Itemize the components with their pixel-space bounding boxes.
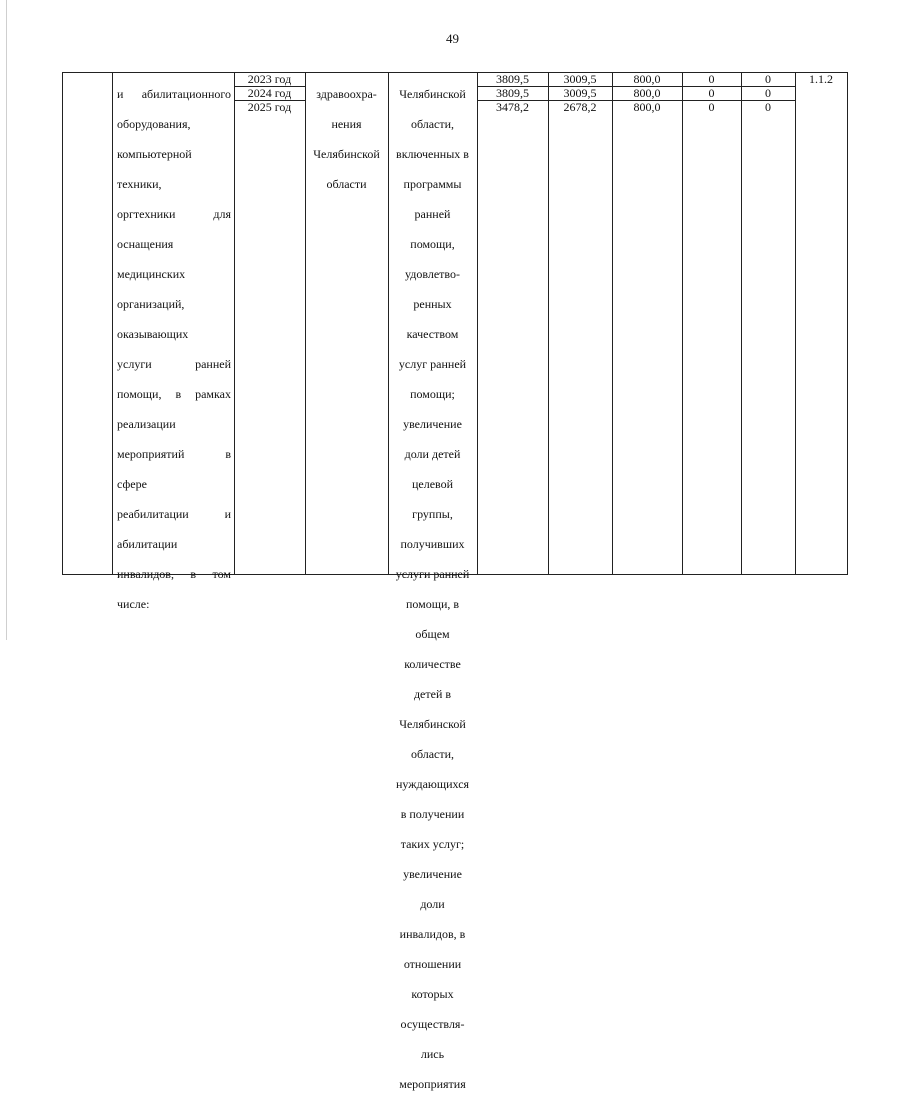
total-amount-cell: 3809,5	[496, 86, 529, 100]
result-line: Челябинской	[399, 87, 466, 101]
description-line: медицинских	[117, 267, 186, 281]
column-divider	[477, 72, 478, 575]
local-amount-cell: 0	[708, 86, 715, 100]
result-line: услуги ранней	[395, 567, 470, 581]
year-cell: 2023 год	[247, 72, 292, 86]
result-line: доли детей	[404, 447, 461, 461]
description-line: мероприятий в	[117, 447, 231, 461]
description-line: оборудования,	[117, 117, 191, 131]
column-divider	[112, 72, 113, 575]
result-line: нуждающихся	[395, 777, 470, 791]
description-line: реабилитации и	[117, 507, 231, 521]
description-line: организаций,	[117, 297, 185, 311]
column-divider	[612, 72, 613, 575]
result-line: количестве	[404, 657, 461, 671]
result-line: качеством	[406, 327, 459, 341]
result-line: таких услуг;	[400, 837, 465, 851]
result-line: осуществля-	[400, 1017, 465, 1031]
description-line: реализации	[117, 417, 176, 431]
description-line: оказывающих	[117, 327, 189, 341]
year-cell: 2024 год	[247, 86, 292, 100]
other-amount-cell: 0	[765, 72, 771, 86]
result-line: области,	[410, 117, 455, 131]
other-amount-cell: 0	[765, 100, 771, 114]
description-line: услуги ранней	[117, 357, 231, 371]
result-line: в получении	[400, 807, 465, 821]
total-amount-cell: 3809,5	[496, 72, 529, 86]
column-divider	[682, 72, 683, 575]
expected-result-cell	[388, 72, 477, 1107]
year-cell: 2025 год	[247, 100, 292, 114]
description-line: компьютерной	[117, 147, 192, 161]
regional-amount-cell: 800,0	[633, 86, 661, 100]
result-line: увеличение	[403, 417, 462, 431]
local-amount-cell: 0	[708, 100, 715, 114]
description-line: техники,	[117, 177, 162, 191]
result-line: ранней	[414, 207, 451, 221]
result-line: помощи,	[410, 237, 455, 251]
result-line: отношении	[403, 957, 462, 971]
description-line: сфере	[117, 477, 147, 491]
total-amount-cell: 3478,2	[496, 100, 529, 114]
column-divider	[548, 72, 549, 575]
column-divider	[741, 72, 742, 575]
federal-amount-cell: 3009,5	[563, 86, 597, 100]
description-line: абилитации	[117, 537, 178, 551]
description-line: и абилитационного	[117, 87, 231, 101]
federal-amount-cell: 3009,5	[563, 72, 597, 86]
result-line: увеличение	[403, 867, 462, 881]
result-line: области,	[410, 747, 455, 761]
result-line: услуг ранней	[398, 357, 467, 371]
local-amount-cell: 0	[708, 72, 715, 86]
result-line: доли	[420, 897, 445, 911]
result-line: лись	[420, 1047, 445, 1061]
result-line: получивших	[400, 537, 465, 551]
result-line: помощи, в	[405, 597, 460, 611]
result-line: мероприятия	[399, 1077, 466, 1091]
result-line: инвалидов, в	[399, 927, 466, 941]
description-line: помощи, в рамках	[117, 387, 231, 401]
description-line: инвалидов, в том	[117, 567, 231, 581]
column-divider	[234, 72, 235, 575]
measure-description-cell	[117, 72, 231, 627]
regional-amount-cell: 800,0	[633, 72, 661, 86]
column-divider	[795, 72, 796, 575]
result-line: включенных в	[396, 147, 469, 161]
result-line: ренных	[413, 297, 452, 311]
result-line: программы	[403, 177, 462, 191]
description-line: оснащения	[117, 237, 174, 251]
page-binding-edge	[6, 0, 7, 640]
regional-amount-cell: 800,0	[633, 100, 661, 114]
other-amount-cell: 0	[765, 86, 771, 100]
executor-line: Челябинской	[313, 147, 380, 161]
executor-line: здравоохра-	[316, 87, 377, 101]
executor-line: области	[326, 177, 367, 191]
federal-amount-cell: 2678,2	[563, 100, 597, 114]
result-line: общем	[415, 627, 450, 641]
result-line: целевой	[411, 477, 454, 491]
result-line: Челябинской	[399, 717, 466, 731]
result-line: группы,	[412, 507, 453, 521]
table-border-left	[62, 72, 63, 575]
link-code-cell: 1.1.2	[809, 72, 833, 86]
result-line: которых	[411, 987, 454, 1001]
page-number: 49	[446, 31, 459, 46]
executor-cell	[305, 72, 388, 207]
executor-line: нения	[331, 117, 362, 131]
result-line: детей в	[413, 687, 452, 701]
description-line: числе:	[117, 597, 150, 611]
result-line: удовлетво-	[405, 267, 460, 281]
result-line: помощи;	[410, 387, 455, 401]
table-border-right	[847, 72, 848, 575]
description-line: оргтехники для	[117, 207, 231, 221]
